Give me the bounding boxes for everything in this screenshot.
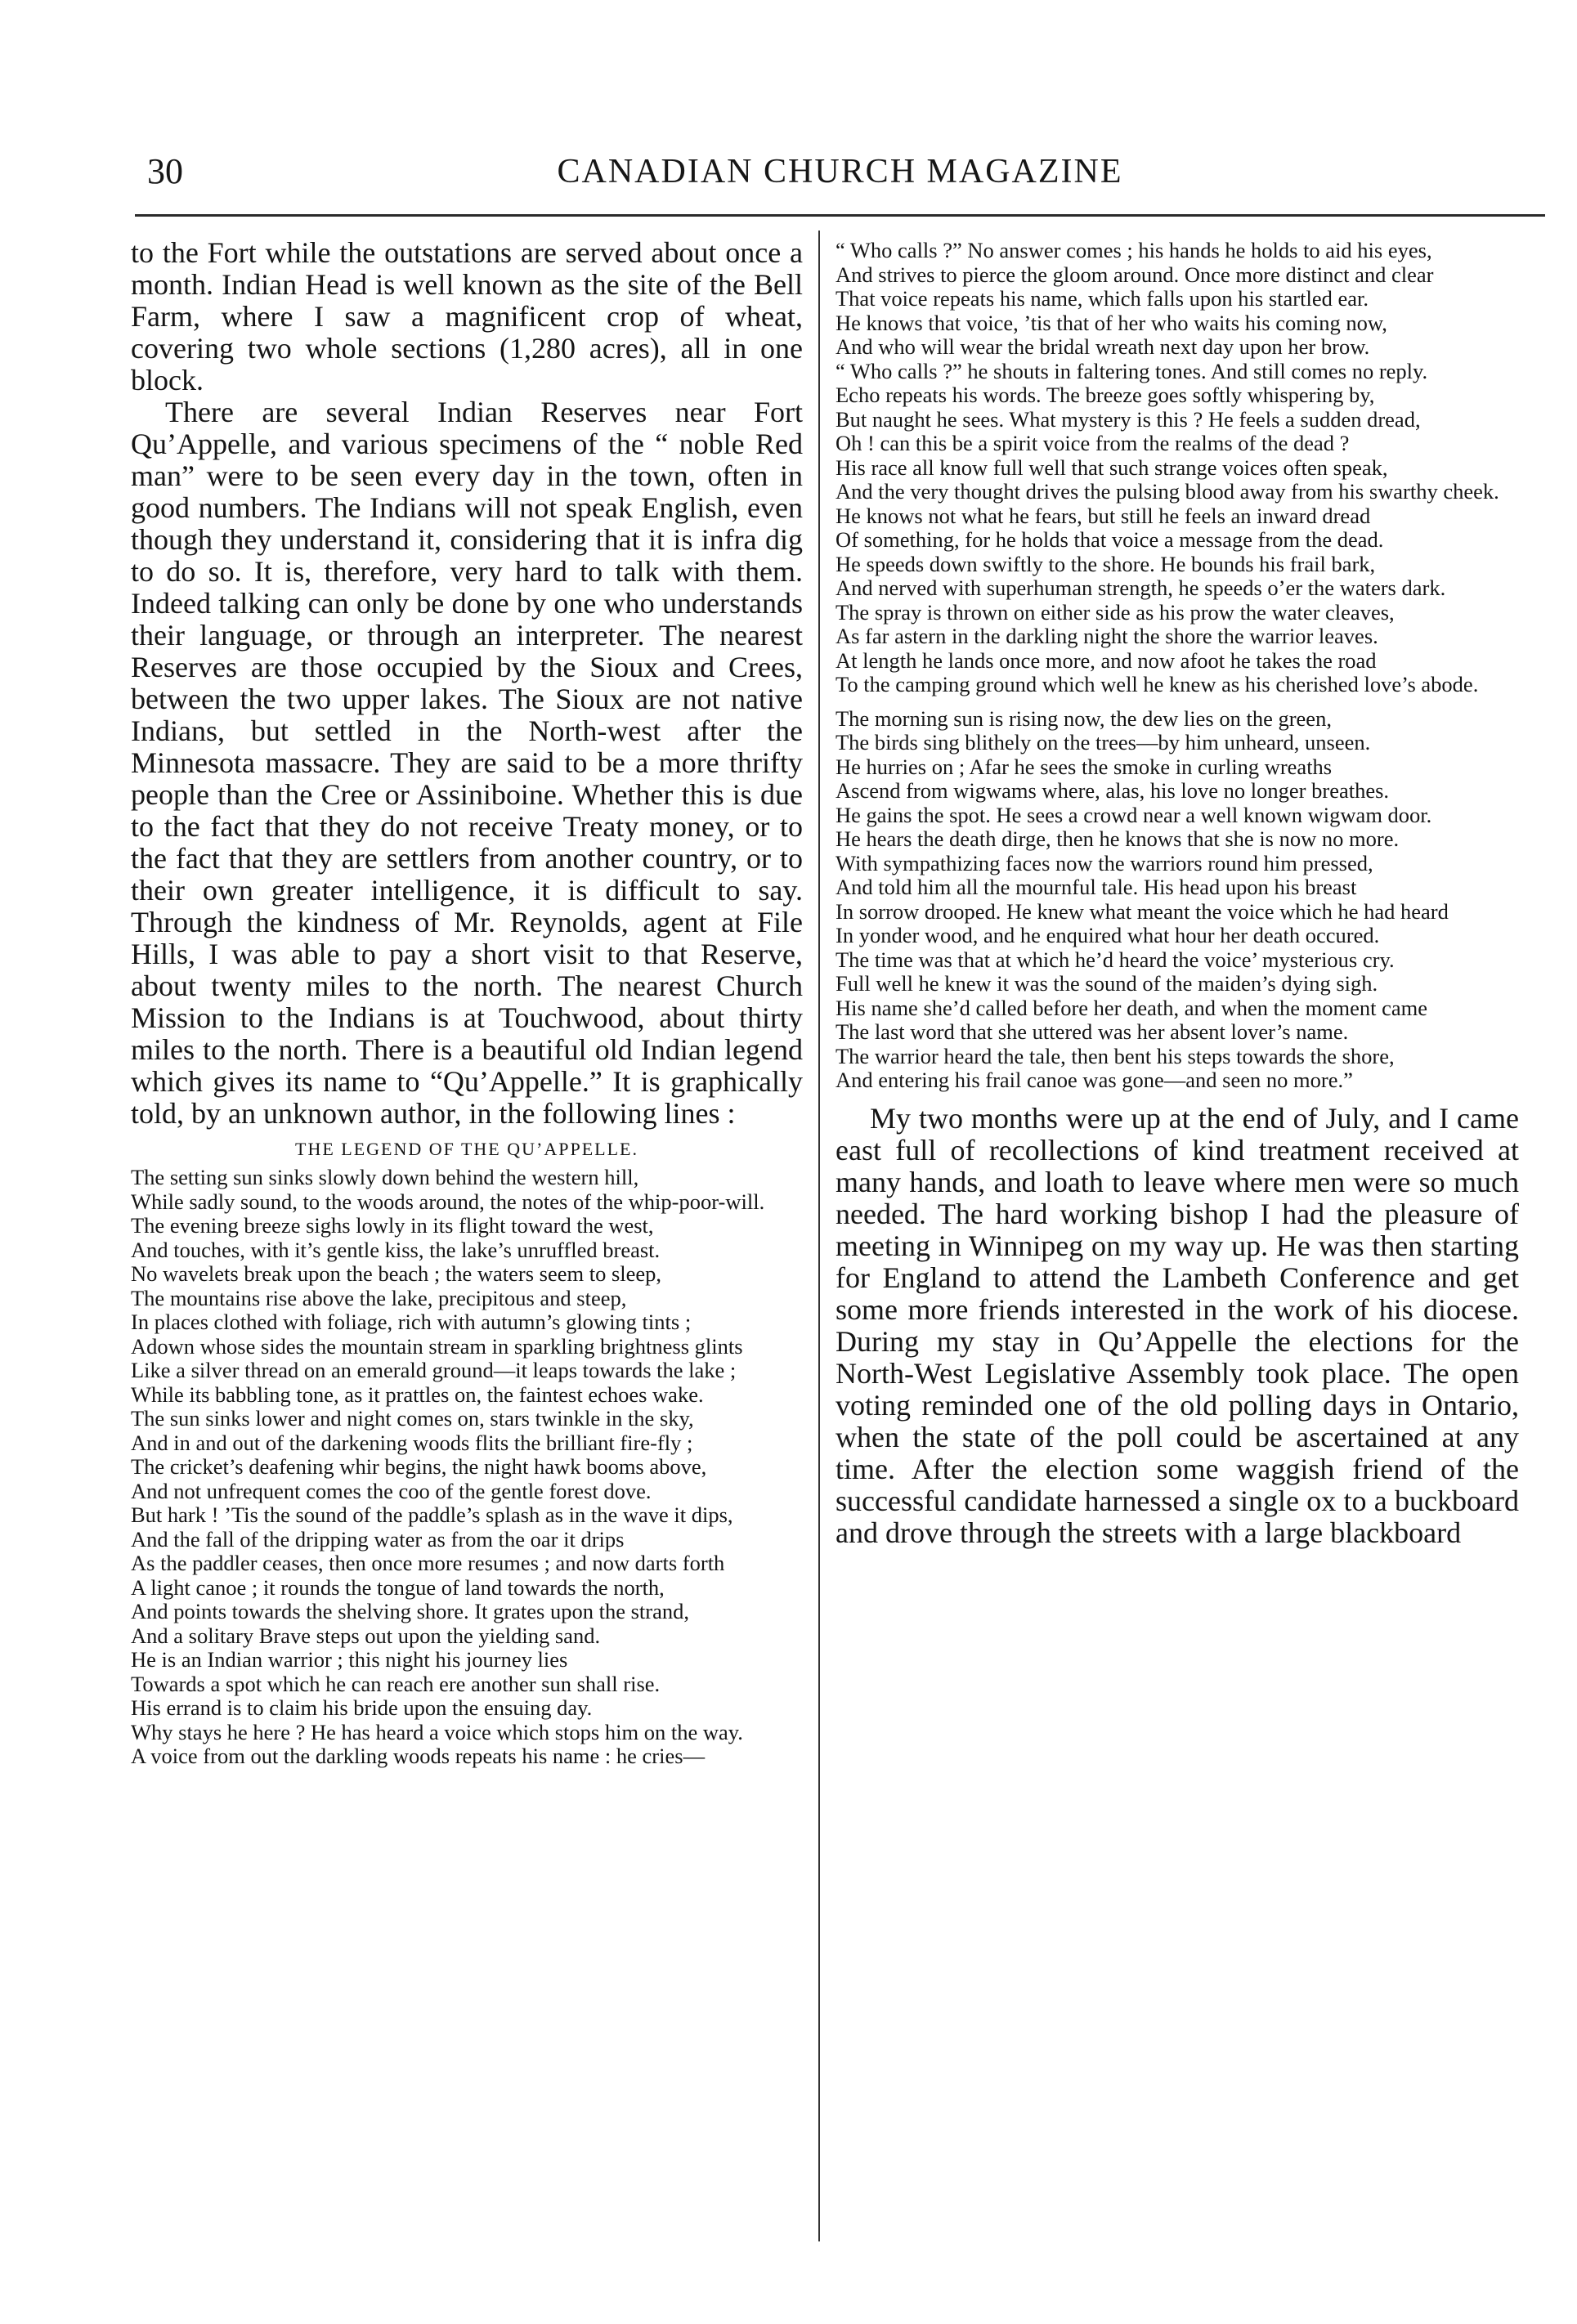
poem-line: Ascend from wigwams where, alas, his love no longer breathes.: [836, 778, 1390, 803]
left-column: [131, 237, 803, 1769]
poem-line: While its babbling tone, as it prattles on, the faintest echoes wake.: [131, 1381, 704, 1407]
poem-line: At length he lands once more, and now afoot he takes the road: [836, 647, 1377, 673]
poem-line: Oh ! can this be a spirit voice from the realms of the dead ?: [836, 431, 1350, 455]
poem-line: The sun sinks lower and night comes on, stars twinkle in the sky,: [131, 1406, 694, 1431]
poem-line: He knows that voice, ’tis that of her who waits his coming now,: [836, 310, 1387, 335]
poem-line: The cricket’s deafening whir begins, the night hawk booms above,: [131, 1454, 707, 1479]
poem-line: The birds sing blithely on the trees—by him unheard, unseen.: [836, 730, 1371, 755]
poem-line: His errand is to claim his bride upon the ensuing day.: [131, 1695, 593, 1720]
poem-line: As far astern in the darkling night the shore the warrior leaves.: [836, 624, 1378, 648]
poem-line: And entering his frail canoe was gone—and seen no more.”: [836, 1068, 1353, 1092]
poem-line: And who will wear the bridal wreath next day upon her brow.: [836, 334, 1370, 359]
poem-line: With sympathizing faces now the warriors round him pressed,: [836, 850, 1373, 875]
right-column: [836, 239, 1519, 1549]
poem-line: The time was that at which he’d heard the voice’ mysterious cry.: [836, 947, 1395, 972]
poem-line: He knows not what he fears, but still he feels an inward dread: [836, 503, 1371, 528]
poem-line: While sadly sound, to the woods around, the notes of the whip-poor-will.: [131, 1189, 765, 1214]
poem-line: The spray is thrown on either side as his prow the water cleaves,: [836, 599, 1395, 625]
poem-line: A voice from out the darkling woods repeats his name : he cries—: [131, 1744, 706, 1768]
poem-line: Towards a spot which he can reach ere another sun shall rise.: [131, 1671, 661, 1696]
poem-line: Echo repeats his words. The breeze goes softly whispering by,: [836, 383, 1375, 407]
poem-line: But hark ! ’Tis the sound of the paddle’s splash as in the wave it dips,: [131, 1502, 733, 1527]
poem-line: And the very thought drives the pulsing blood away from his swarthy cheek.: [836, 479, 1499, 504]
poem-line: As the paddler ceases, then once more resumes ; and now darts forth: [131, 1551, 725, 1575]
poem-left: [131, 1166, 803, 1769]
poem-line: The warrior heard the tale, then bent his steps towards the shore,: [836, 1043, 1395, 1068]
poem-line: He gains the spot. He sees a crowd near a well known wigwam door.: [836, 802, 1432, 827]
poem-line: His name she’d called before her death, and when the moment came: [836, 995, 1428, 1020]
page-header: [131, 149, 1549, 198]
paragraph: My two months were up at the end of July, and I came east full of recollections of kind treatment received at many hands, and loath to leave where men were so much needed. The hard working bishop I had the pleasure of meeting in Winnipeg on my way up. He was then starting for England to attend the Lambeth Conference and get some more friends interested in the work of his diocese. During my stay in Qu’Appelle the elections for the North-West Legislative Assembly took place. The open voting reminded one of the old polling days in Ontario, when the state of the poll could be ascertained at any time. After the election some waggish friend of the successful candidate harnessed a single ox to a buckboard and drove through the streets with a large blackboard: [836, 1101, 1519, 1549]
poem-line: He hurries on ; Afar he sees the smoke in curling wreaths: [836, 754, 1333, 779]
column-divider: [818, 231, 820, 2241]
poem-line: And nerved with superhuman strength, he speeds o’er the waters dark.: [836, 575, 1446, 600]
poem-line: His race all know full well that such strange voices often speak,: [836, 455, 1388, 480]
poem-line: To the camping ground which well he knew as his cherished love’s abode.: [836, 672, 1479, 696]
left-prose: [131, 237, 803, 1130]
poem-line: “ Who calls ?” he shouts in faltering tones. And still comes no reply.: [836, 358, 1428, 383]
poem-line: A light canoe ; it rounds the tongue of land towards the north,: [131, 1574, 665, 1600]
poem-line: The mountains rise above the lake, precipitous and steep,: [131, 1285, 627, 1310]
right-prose: [836, 1103, 1519, 1549]
poem-line: He is an Indian warrior ; this night his journey lies: [131, 1647, 568, 1672]
poem-line: He speeds down swiftly to the shore. He bounds his frail bark,: [836, 551, 1376, 576]
paragraph: There are several Indian Reserves near Fort Qu’Appelle, and various specimens of the “ noble Red man” were to be seen every day in the town, often in good numbers. The Indians will not speak English, even though they understand it, considering that it is infra dig to do so. It is, therefore, very hard to talk with them. Indeed talking can only be done by one who understands their language, or through an interpreter. The nearest Reserves are those occupied by the Sioux and Crees, between the two upper lakes. The Sioux are not native Indians, but settled in the North-west after the Minnesota massacre. They are said to be a more thrifty people than the Cree or Assiniboine. Whether this is due to the fact that they do not receive Treaty money, or to the fact that they are settlers from another country, or to their own greater intelligence, it is difficult to say. Through the kindness of Mr. Reynolds, agent at File Hills, I was able to pay a short visit to that Reserve, about twenty miles to the north. The nearest Church Mission to the Indians is at Touchwood, about thirty miles to the north. There is a beautiful old Indian legend which gives its name to “Qu’Appelle.” It is graphically told, by an unknown author, in the following lines :: [131, 396, 803, 1130]
poem-line: Like a silver thread on an emerald ground—it leaps towards the lake ;: [131, 1358, 737, 1382]
poem-line: Full well he knew it was the sound of the maiden’s dying sigh.: [836, 971, 1378, 996]
poem-line: The setting sun sinks slowly down behind the western hill,: [131, 1165, 639, 1189]
poem-line: And touches, with it’s gentle kiss, the lake’s unruffled breast.: [131, 1237, 661, 1262]
poem-line: “ Who calls ?” No answer comes ; his hands he holds to aid his eyes,: [836, 238, 1432, 262]
poem-line: And not unfrequent comes the coo of the gentle forest dove.: [131, 1478, 652, 1503]
header-rule: [135, 214, 1545, 217]
poem-line: Of something, for he holds that voice a message from the dead.: [836, 527, 1384, 552]
poem-line: And strives to pierce the gloom around. Once more distinct and clear: [836, 262, 1434, 287]
poem-line: But naught he sees. What mystery is this ? He feels a sudden dread,: [836, 406, 1421, 432]
poem-line: And points towards the shelving shore. It grates upon the strand,: [131, 1599, 689, 1623]
paragraph: to the Fort while the outstations are served about once a month. Indian Head is well known as the site of the Bell Farm, where I saw a magnificent crop of wheat, covering two whole sections (1,280 acres), all in one block.: [131, 236, 803, 396]
poem-line: That voice repeats his name, which falls upon his startled ear.: [836, 286, 1369, 311]
page-number: 30: [147, 151, 183, 191]
poem-line: The morning sun is rising now, the dew lies on the green,: [836, 705, 1332, 731]
poem-line: And a solitary Brave steps out upon the yielding sand.: [131, 1623, 601, 1648]
poem-right: [836, 239, 1519, 1093]
poem-line: And in and out of the darkening woods flits the brilliant fire-fly ;: [131, 1430, 693, 1455]
poem-line: Adown whose sides the mountain stream in sparkling brightness glints: [131, 1333, 743, 1359]
running-title: CANADIAN CHURCH MAGAZINE: [557, 153, 1123, 190]
poem-line: The last word that she uttered was her absent lover’s name.: [836, 1019, 1349, 1044]
poem-line: The evening breeze sighs lowly in its flight toward the west,: [131, 1213, 654, 1238]
poem-line: In sorrow drooped. He knew what meant the voice which he had heard: [836, 898, 1449, 924]
poem-line: Why stays he here ? He has heard a voice which stops him on the way.: [131, 1719, 743, 1744]
poem-line: In yonder wood, and he enquired what hour her death occured.: [836, 923, 1380, 947]
poem-line: And told him all the mournful tale. His head upon his breast: [836, 875, 1357, 899]
poem-line: And the fall of the dripping water as from the oar it drips: [131, 1526, 625, 1552]
poem-line: In places clothed with foliage, rich with autumn’s glowing tints ;: [131, 1310, 692, 1334]
poem-title: THE LEGEND OF THE QU’APPELLE.: [295, 1139, 638, 1159]
poem-line: No wavelets break upon the beach ; the waters seem to sleep,: [131, 1261, 662, 1286]
poem-line: He hears the death dirge, then he knows that she is now no more.: [836, 826, 1400, 851]
